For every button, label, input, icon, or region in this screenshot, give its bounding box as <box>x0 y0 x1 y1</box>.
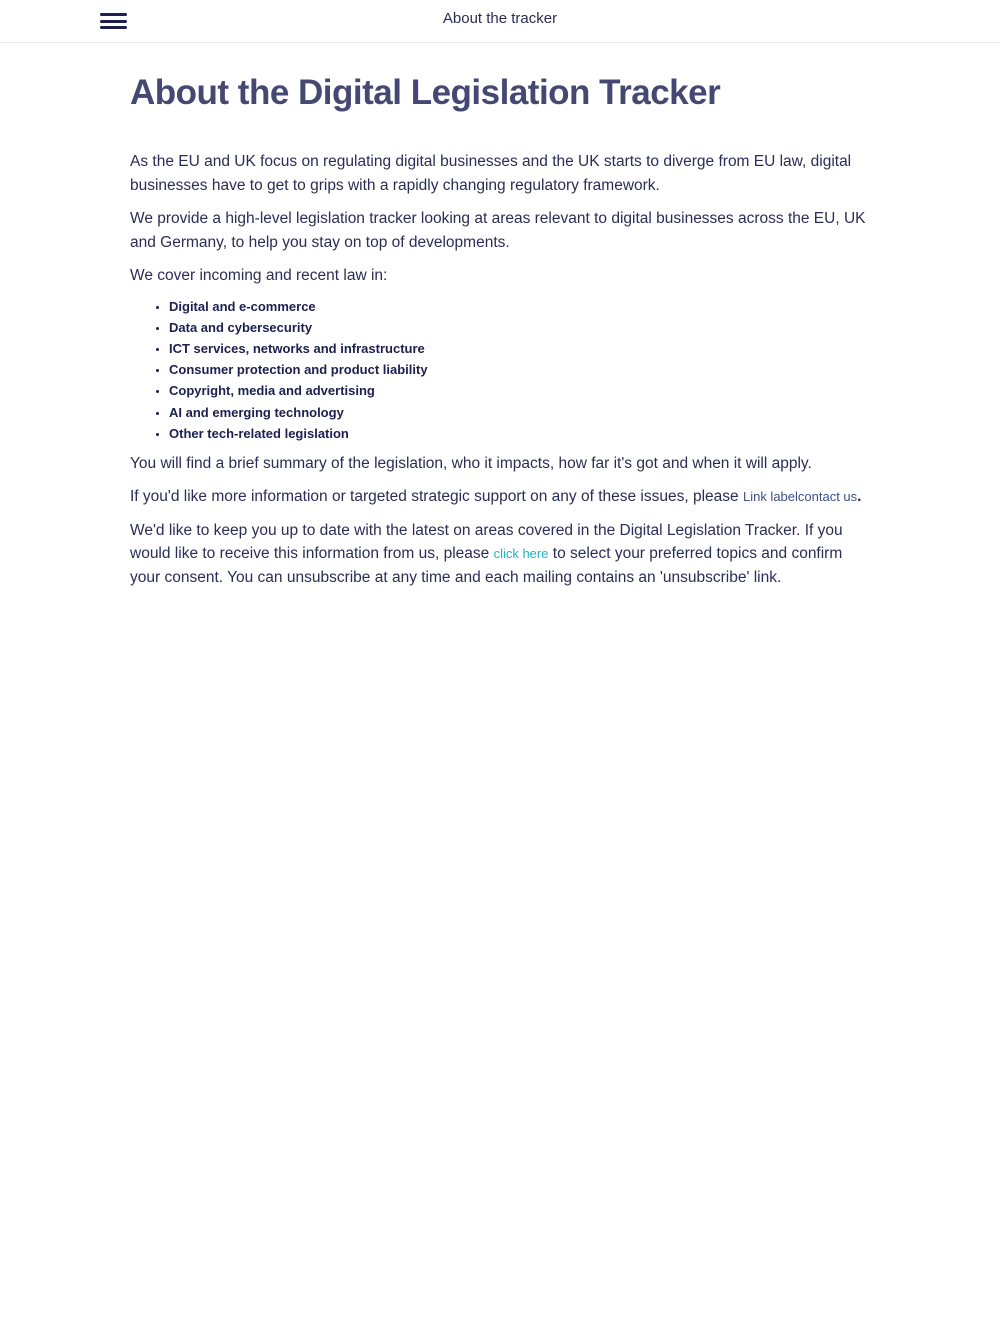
list-item: • Other tech-related legislation <box>169 423 875 444</box>
contact-paragraph <box>130 485 875 509</box>
summary-paragraph: You will find a brief summary of the legislation, who it impacts, how far it's got and when it will apply. <box>130 454 812 472</box>
list-item: • Copyright, media and advertising <box>169 380 875 401</box>
contact-us-link[interactable]: Link labelcontact us <box>742 489 858 505</box>
subscribe-paragraph <box>130 519 875 590</box>
list-item: • Consumer protection and product liability <box>169 359 875 380</box>
contact-period: . <box>857 488 862 506</box>
list-item: • Digital and e-commerce <box>169 296 875 317</box>
main-content <box>130 70 875 589</box>
contact-text: If you'd like more information or targeted strategic support on any of these issues, please <box>130 488 743 506</box>
top-bar <box>0 0 1000 43</box>
areas-list <box>130 296 875 444</box>
list-item: • Data and cybersecurity <box>169 317 875 338</box>
subscribe-text-after: to select your preferred topics and confirm your consent. You can unsubscribe at any time and each mailing contains an 'unsubscribe' link. <box>130 545 843 586</box>
list-item: • AI and emerging technology <box>169 402 875 423</box>
subscribe-text-before: We'd like to keep you up to date with the latest on areas covered in the Digital Legislation Tracker. If you would like to receive this information from us, please <box>130 521 843 563</box>
cover-intro: We cover incoming and recent law in: <box>130 267 388 284</box>
list-item: • ICT services, networks and infrastructure <box>169 338 875 359</box>
page-heading: About the Digital Legislation Tracker <box>130 73 721 112</box>
page-title-bar: About the tracker <box>442 10 558 27</box>
intro-paragraph: As the EU and UK focus on regulating digital businesses and the UK starts to diverge from EU law, digital businesses have to get to grips with a rapidly changing regulatory framework. <box>130 153 852 194</box>
click-here-link[interactable]: click here <box>493 546 549 562</box>
provide-paragraph: We provide a high-level legislation tracker looking at areas relevant to digital businesses across the EU, UK and Germany, to help you stay on top of developments. <box>130 210 866 251</box>
